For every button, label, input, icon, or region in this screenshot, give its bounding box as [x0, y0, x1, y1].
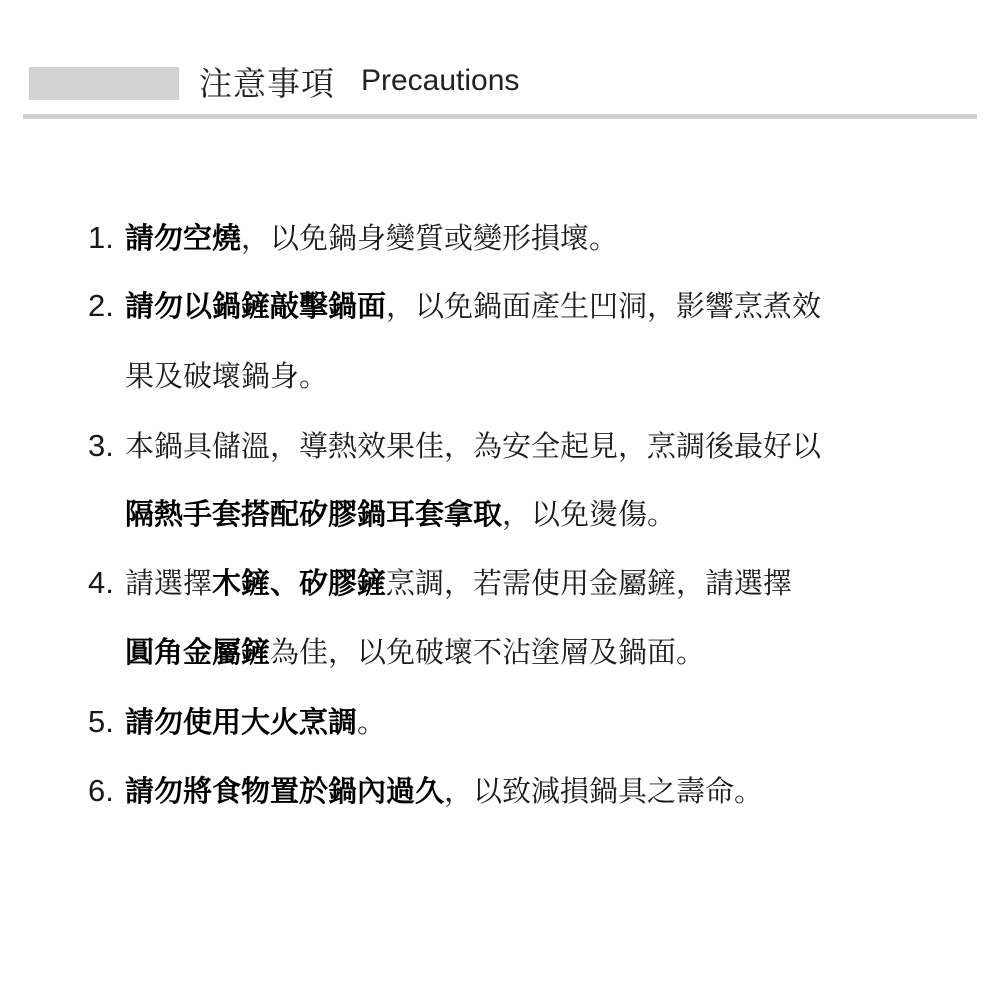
item-emphasis: 請勿空燒 [125, 221, 242, 255]
item-text: 。 [357, 705, 387, 739]
precaution-item-2 [88, 288, 821, 324]
item-text: ，以免鍋面產生凹洞，影響烹煮效 [386, 289, 822, 323]
precaution-item-2-continued [125, 358, 328, 394]
item-text-prefix: 請選擇 [125, 566, 213, 600]
header-divider [23, 114, 977, 119]
title-chinese: 注意事項 [199, 63, 335, 103]
item-text: ，以免燙傷。 [502, 497, 677, 531]
item-number: 1. [88, 220, 114, 255]
item-number: 4. [88, 565, 114, 600]
item-emphasis: 請勿使用大火烹調 [125, 705, 358, 739]
item-text: ，以致減損鍋具之壽命。 [444, 774, 764, 808]
item-emphasis: 木鏟、矽膠鏟 [212, 566, 387, 600]
item-emphasis: 請勿以鍋鏟敲擊鍋面 [125, 289, 387, 323]
item-number: 2. [88, 288, 114, 323]
precaution-item-1 [88, 220, 618, 256]
item-text: 烹調，若需使用金屬鏟，請選擇 [386, 566, 793, 600]
precaution-item-6 [88, 773, 763, 809]
title-english: Precautions [361, 64, 520, 97]
precaution-item-4-continued [125, 634, 705, 670]
precaution-item-4 [88, 565, 792, 601]
precaution-item-3 [88, 428, 821, 464]
item-number: 6. [88, 773, 114, 808]
item-text: 果及破壞鍋身。 [125, 359, 329, 393]
item-text: 為佳，以免破壞不沾塗層及鍋面。 [270, 635, 706, 669]
item-number: 3. [88, 428, 114, 463]
item-emphasis: 請勿將食物置於鍋內過久 [125, 774, 445, 808]
item-number: 5. [88, 704, 114, 739]
item-emphasis: 圓角金屬鏟 [125, 635, 271, 669]
item-text: 本鍋具儲溫，導熱效果佳，為安全起見，烹調後最好以 [125, 429, 822, 463]
precaution-item-3-continued [125, 496, 676, 532]
section-header [199, 56, 519, 106]
item-emphasis: 隔熱手套搭配矽膠鍋耳套拿取 [125, 497, 503, 531]
header-gray-block [29, 67, 179, 100]
precaution-item-5 [88, 704, 386, 740]
item-text: ，以免鍋身變質或變形損壞。 [241, 221, 619, 255]
